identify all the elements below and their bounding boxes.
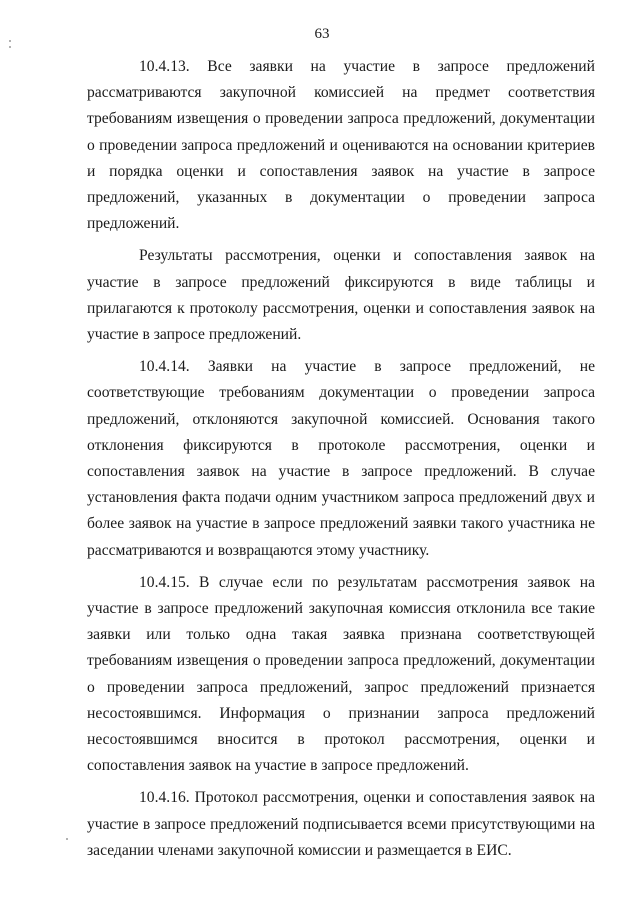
paragraph-10-4-14: 10.4.14. Заявки на участие в запросе предложений, не соответствующие требованиям документации о проведении запроса предложений, отклоняются закупочной комиссией. Основания такого отклонения фиксируются в протоколе рассмотрения, оценки и сопоставления заявок на участие в запросе предложений. В случае установления факта подачи одним участником запроса предложений двух и более заявок на участие в запросе предложений заявки такого участника не рассматриваются и возвращаются этому участнику. xyxy=(87,358,595,559)
scan-speck xyxy=(9,46,11,48)
paragraph-10-4-16: 10.4.16. Протокол рассмотрения, оценки и сопоставления заявок на участие в запросе предложений подписывается всеми присутствующими на заседании членами закупочной комиссии и размещается в ЕИС. xyxy=(87,789,595,859)
page-number: 63 xyxy=(314,26,330,42)
document-body xyxy=(87,54,595,870)
paragraph-10-4-13: 10.4.13. Все заявки на участие в запросе предложений рассматриваются закупочной комиссией на предмет соответствия требованиям извещения о проведении запроса предложений, документации о проведении запроса предложений и оцениваются на основании критериев и порядка оценки и сопоставления заявок на участие в запросе предложений, указанных в документации о проведении запроса предложений. xyxy=(87,58,595,233)
paragraph-10-4-15: 10.4.15. В случае если по результатам рассмотрения заявок на участие в запросе предложений закупочная комиссия отклонила все такие заявки или только одна такая заявка признана соответствующей требованиям извещения о проведении запроса предложений, документации о проведении запроса предложений, запрос предложений признается несостоявшимся. Информация о признании запроса предложений несостоявшимся вносится в протокол рассмотрения, оценки и сопоставления заявок на участие в запросе предложений. xyxy=(87,573,595,775)
scan-speck xyxy=(9,40,11,42)
scan-speck xyxy=(66,838,68,840)
paragraph-results: Результаты рассмотрения, оценки и сопоставления заявок на участие в запросе предложений фиксируются в виде таблицы и прилагаются к протоколу рассмотрения, оценки и сопоставления заявок на участие в запросе предложений. xyxy=(87,247,595,344)
